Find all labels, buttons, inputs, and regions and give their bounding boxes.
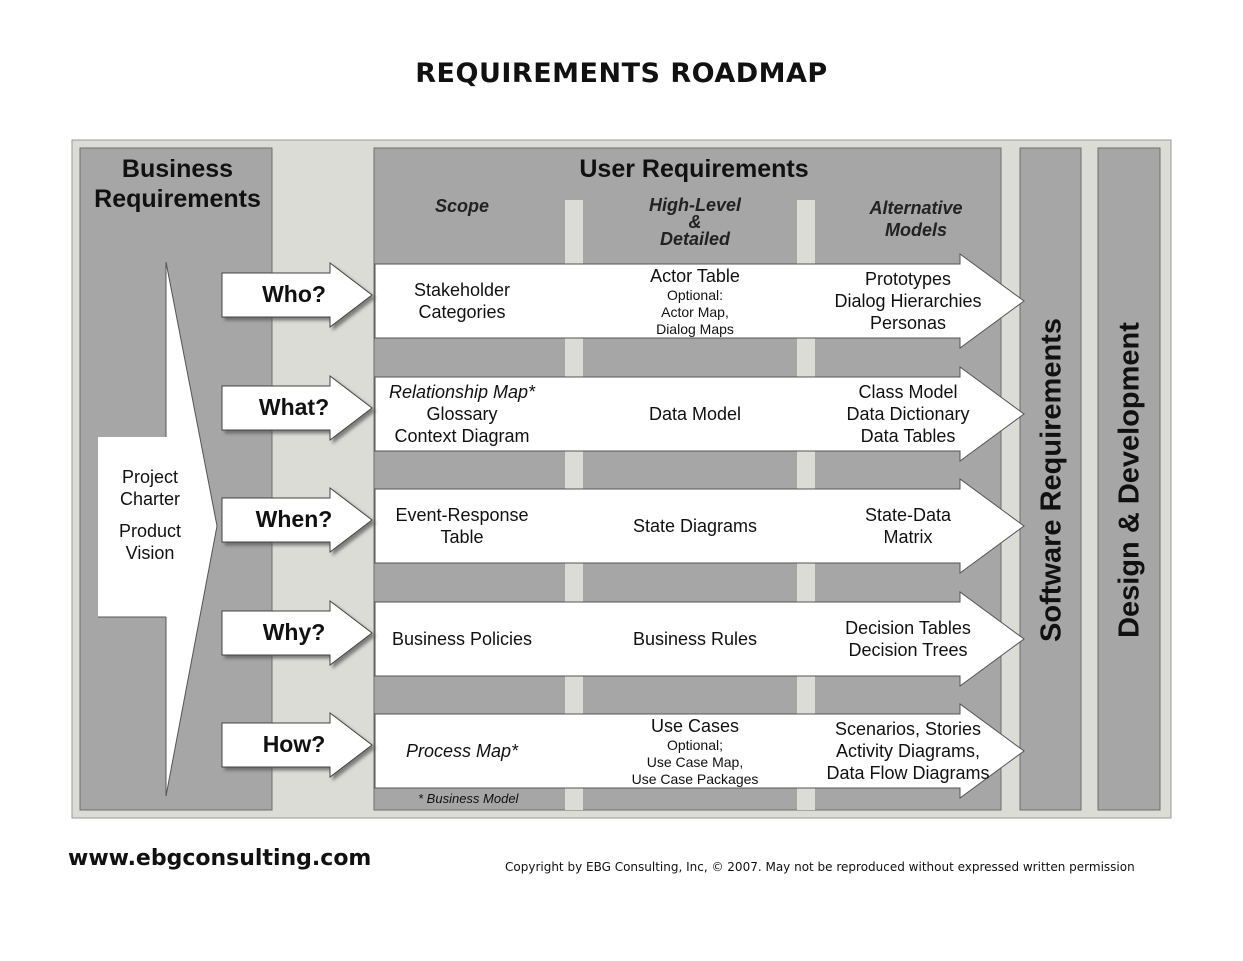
- scope-line: Relationship Map*: [388, 382, 536, 402]
- question-label: When?: [255, 506, 333, 532]
- scope-line: Stakeholder: [413, 280, 511, 300]
- detailed-cell: [590, 716, 800, 786]
- scope-cell: [376, 602, 548, 676]
- detailed-subline: Actor Map,: [661, 303, 729, 320]
- scope-line: Glossary: [426, 404, 498, 424]
- question-label: What?: [258, 394, 330, 420]
- models-line: Class Model: [858, 382, 958, 402]
- scope-line: Business Policies: [391, 629, 533, 649]
- models-line: Matrix: [883, 527, 933, 547]
- footer-url: www.ebgconsulting.com: [68, 846, 372, 871]
- scope-line: Event-Response: [395, 505, 529, 525]
- models-line: Data Dictionary: [846, 404, 970, 424]
- detailed-line: Data Model: [648, 404, 742, 424]
- models-line: Prototypes: [864, 269, 952, 289]
- models-cell: [815, 489, 1001, 563]
- models-line: Dialog Hierarchies: [834, 291, 982, 311]
- scope-cell: [376, 714, 548, 788]
- detailed-subline: Dialog Maps: [656, 320, 734, 337]
- detailed-cell: [590, 266, 800, 336]
- models-cell: [815, 377, 1001, 451]
- question-label: Who?: [262, 281, 326, 307]
- models-line: Activity Diagrams,: [835, 741, 981, 761]
- models-line: Data Flow Diagrams: [826, 763, 990, 783]
- detailed-subline: Use Case Packages: [631, 770, 759, 787]
- detailed-line: Business Rules: [632, 629, 758, 649]
- detailed-subline: Use Case Map,: [646, 753, 744, 770]
- detailed-subline: Optional:: [666, 286, 724, 303]
- models-line: Decision Trees: [848, 640, 968, 660]
- question-label: Why?: [262, 619, 326, 645]
- scope-cell: [376, 264, 548, 338]
- page-title: REQUIREMENTS ROADMAP: [415, 58, 828, 89]
- charter-vision-text: Project Charter Product Vision: [118, 467, 182, 563]
- copyright-text: Copyright by EBG Consulting, Inc, © 2007. May not be reproduced without expressed written permission: [505, 860, 1135, 874]
- design-development-label: Design & Development: [1113, 322, 1146, 638]
- detailed-cell: [590, 491, 800, 561]
- detailed-subline: Optional;: [666, 736, 724, 753]
- models-cell: [815, 714, 1001, 788]
- models-line: Scenarios, Stories: [834, 719, 982, 739]
- models-cell: [815, 602, 1001, 676]
- models-cell: [815, 264, 1001, 338]
- detailed-cell: [590, 379, 800, 449]
- detailed-line: Use Cases: [650, 715, 740, 736]
- column-header-models: Alternative Models: [869, 198, 963, 240]
- question-label: How?: [262, 731, 326, 757]
- scope-cell: [376, 377, 548, 451]
- models-line: Data Tables: [860, 426, 956, 446]
- detailed-line: Actor Table: [650, 265, 740, 286]
- business-header: Business Requirements: [94, 155, 261, 213]
- detailed-cell: [590, 604, 800, 674]
- scope-line: Process Map*: [405, 741, 519, 761]
- models-line: State-Data: [864, 505, 952, 525]
- scope-line: Context Diagram: [394, 426, 530, 446]
- user-header: User Requirements: [579, 155, 809, 183]
- software-requirements-label: Software Requirements: [1035, 318, 1068, 642]
- detailed-line: State Diagrams: [632, 516, 758, 536]
- column-header-scope: Scope: [434, 196, 490, 216]
- models-line: Personas: [869, 313, 947, 333]
- scope-line: Categories: [418, 302, 506, 322]
- models-line: Decision Tables: [845, 618, 971, 638]
- business-model-footnote: * Business Model: [418, 791, 519, 806]
- column-header-detailed: High-Level & Detailed: [648, 195, 741, 249]
- scope-cell: [376, 489, 548, 563]
- scope-line: Table: [440, 527, 484, 547]
